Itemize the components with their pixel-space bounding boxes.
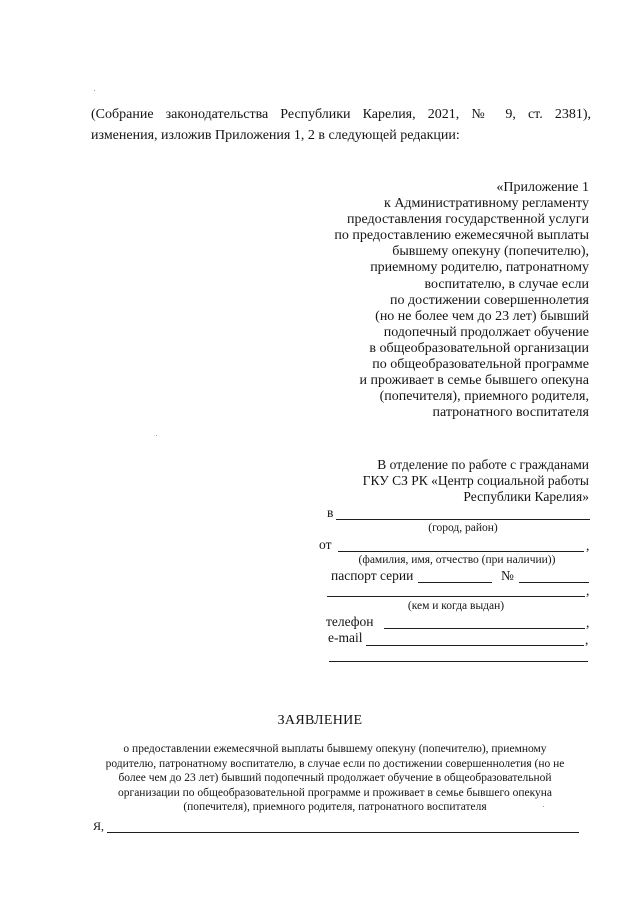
appendix-line: бывшему опекуну (попечителю), bbox=[392, 244, 589, 260]
addressee-line: В отделение по работе с гражданами bbox=[377, 457, 589, 472]
issued-comma: , bbox=[586, 583, 590, 598]
purpose-line: более чем до 23 лет) бывший подопечный продолжает обучение в общеобразовательной bbox=[118, 772, 552, 784]
addressee-line: ГКУ СЗ РК «Центр социальной работы bbox=[362, 473, 589, 488]
phone-label: телефон bbox=[326, 614, 374, 629]
email-label: e-mail bbox=[328, 630, 363, 645]
addressee-block bbox=[289, 457, 589, 505]
appendix-line: по общеобразовательной программе bbox=[372, 357, 589, 373]
applicant-label: Я, bbox=[93, 819, 105, 833]
intro-line-2: изменения, изложив Приложения 1, 2 в следующей редакции: bbox=[91, 128, 460, 143]
city-caption: (город, район) bbox=[428, 522, 498, 534]
issued-caption: (кем и когда выдан) bbox=[407, 600, 505, 612]
appendix-line: и проживает в семье бывшего опекуна bbox=[359, 373, 589, 389]
city-field[interactable] bbox=[336, 519, 590, 520]
scan-speck bbox=[94, 90, 95, 91]
fio-field[interactable] bbox=[338, 551, 584, 552]
passport-number-label: № bbox=[501, 568, 514, 583]
purpose-line: о предоставлении ежемесячной выплаты бывшему опекуну (попечителю), приемному bbox=[123, 743, 547, 755]
intro-line-1: (Собрание законодательства Республики Карелия, 2021, № 9, ст. 2381), bbox=[91, 107, 591, 122]
phone-field[interactable] bbox=[384, 628, 585, 629]
appendix-line: в общеобразовательной организации bbox=[369, 340, 589, 356]
passport-series-label: паспорт серии bbox=[331, 568, 414, 583]
applicant-name-field[interactable] bbox=[107, 832, 579, 833]
appendix-line: к Административному регламенту bbox=[384, 196, 589, 212]
purpose-line: родителю, патронатному воспитателю, в случае если по достижении совершеннолетия (но не bbox=[105, 757, 565, 770]
scan-speck bbox=[543, 806, 544, 807]
appendix-line: предоставления государственной услуги bbox=[347, 212, 589, 228]
passport-series-field[interactable] bbox=[418, 582, 492, 583]
appendix-header bbox=[269, 180, 589, 421]
extra-field[interactable] bbox=[329, 661, 588, 662]
appendix-line: (но не более чем до 23 лет) бывший bbox=[375, 308, 589, 324]
fio-comma: , bbox=[586, 538, 590, 553]
appendix-line: патронатного воспитателя bbox=[432, 405, 589, 421]
fio-caption: (фамилия, имя, отчество (при наличии)) bbox=[358, 554, 556, 566]
appendix-line: приемному родителю, патронатному bbox=[370, 260, 589, 276]
email-field[interactable] bbox=[366, 645, 584, 646]
purpose-line: организации по общеобразовательной программе и проживает в семье бывшего опекуна bbox=[117, 786, 553, 799]
appendix-line: по достижении совершеннолетия bbox=[390, 292, 589, 308]
addressee-line: Республики Карелия» bbox=[463, 489, 589, 504]
city-label: в bbox=[327, 505, 334, 520]
appendix-line: (попечителя), приемного родителя, bbox=[379, 389, 589, 405]
scan-speck bbox=[156, 435, 157, 436]
appendix-line: подопечный продолжает обучение bbox=[383, 324, 589, 340]
from-label: от bbox=[319, 537, 332, 552]
document-title: ЗАЯВЛЕНИЕ bbox=[277, 713, 363, 728]
appendix-line: по предоставлению ежемесячной выплаты bbox=[334, 228, 589, 244]
passport-number-field[interactable] bbox=[519, 582, 589, 583]
phone-comma: , bbox=[586, 615, 590, 630]
appendix-line: воспитателю, в случае если bbox=[424, 276, 589, 292]
appendix-line: «Приложение 1 bbox=[496, 180, 589, 195]
purpose-line: (попечителя), приемного родителя, патронатного воспитателя bbox=[183, 801, 487, 813]
email-comma: , bbox=[585, 632, 589, 647]
passport-issued-field[interactable] bbox=[327, 596, 585, 597]
intro-paragraph bbox=[91, 104, 591, 146]
application-purpose bbox=[100, 742, 570, 815]
